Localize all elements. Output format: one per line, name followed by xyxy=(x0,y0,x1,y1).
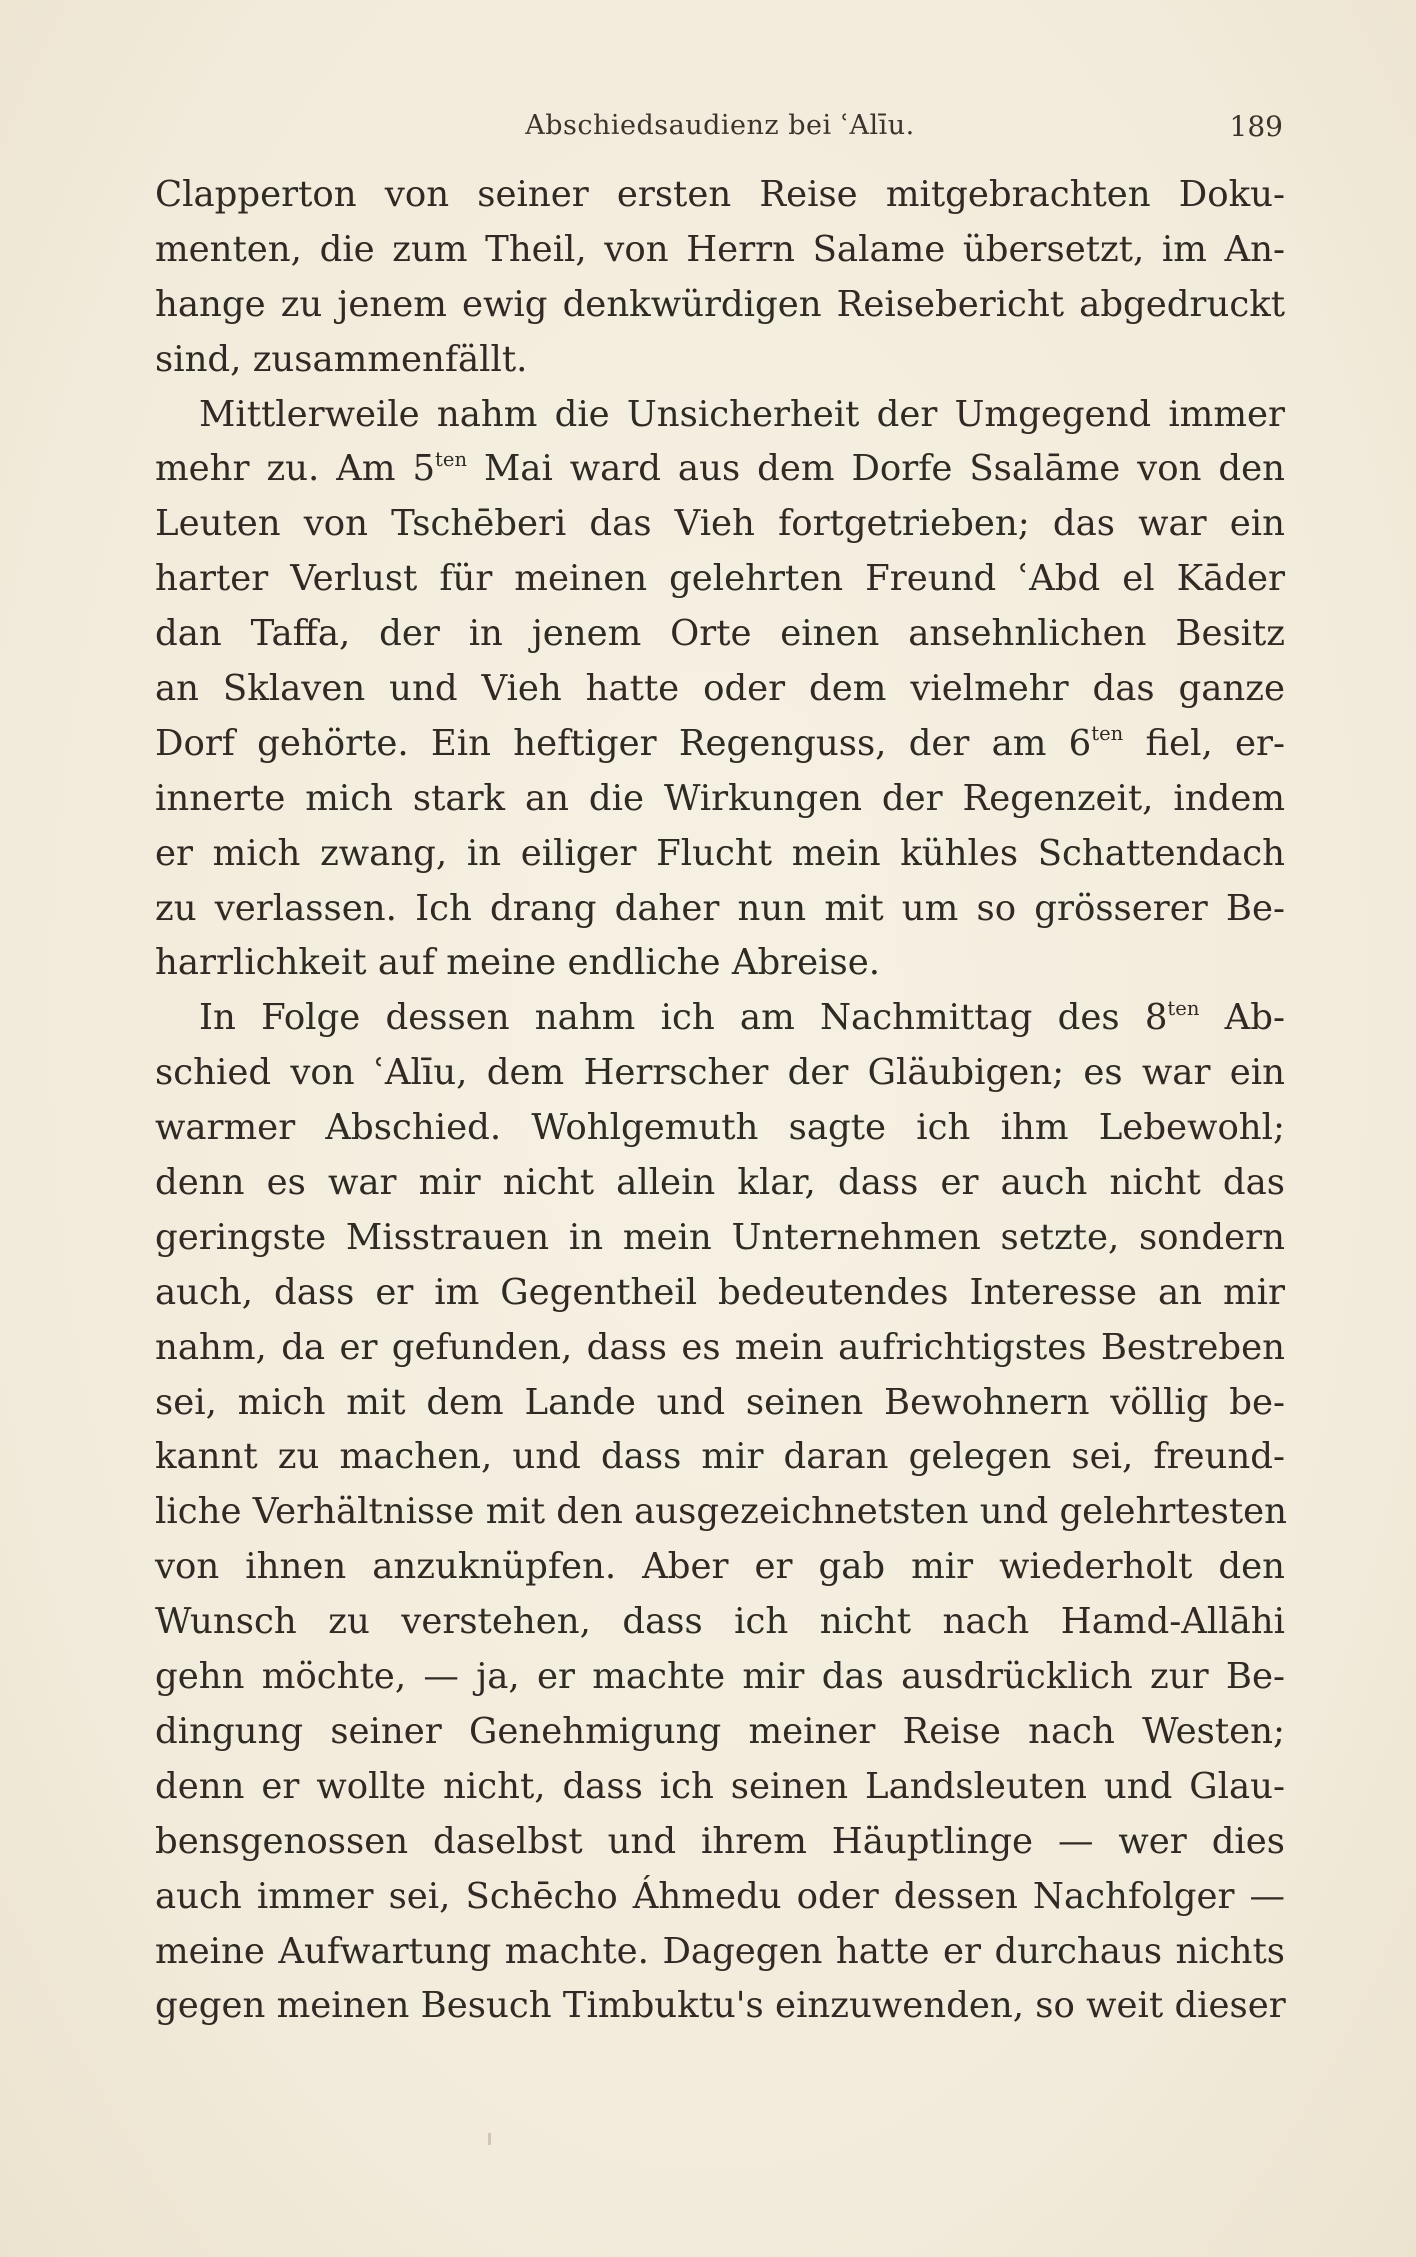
text-line: dan Taffa, der in jenem Orte einen ansehnlichen Besitz xyxy=(155,613,1285,655)
running-head xyxy=(155,110,1285,154)
text-line: hange zu jenem ewig denkwürdigen Reisebericht abgedruckt xyxy=(155,283,1285,325)
text-line: dingung seiner Genehmigung meiner Reise nach Westen; xyxy=(155,1710,1285,1752)
ordinal-superscript: ten xyxy=(1091,722,1124,746)
text-line: auch immer sei, Schēcho Áhmedu oder dessen Nachfolger — xyxy=(155,1875,1285,1917)
text-line: schied von ʿAlīu, dem Herrscher der Gläubigen; es war ein xyxy=(155,1052,1285,1094)
text-line: sind, zusammenfällt. xyxy=(155,338,528,380)
text-line: an Sklaven und Vieh hatte oder dem vielmehr das ganze xyxy=(155,668,1285,710)
text-line: Mittlerweile nahm die Unsicherheit der Umgegend immer xyxy=(199,393,1285,435)
text-line: denn er wollte nicht, dass ich seinen Landsleuten und Glau- xyxy=(155,1765,1285,1807)
text-line: sei, mich mit dem Lande und seinen Bewohnern völlig be- xyxy=(155,1381,1285,1423)
text-line: gegen meinen Besuch Timbuktu's einzuwenden, so weit dieser xyxy=(155,1985,1286,2027)
page-number: 189 xyxy=(1229,110,1283,143)
text-line: zu verlassen. Ich drang daher nun mit um so grösserer Be- xyxy=(155,887,1285,929)
text-fragment: Mai ward aus dem Dorfe Ssalāme von den xyxy=(467,448,1285,490)
running-title: Abschiedsaudienz bei ʿAlīu. xyxy=(525,110,915,141)
text-fragment: fiel, er- xyxy=(1123,722,1285,764)
text-line: gehn möchte, — ja, er machte mir das ausdrücklich zur Be- xyxy=(155,1656,1285,1698)
text-line: harter Verlust für meinen gelehrten Freund ʿAbd el Kāder xyxy=(155,558,1285,600)
ordinal-superscript: ten xyxy=(1167,996,1200,1020)
text-line xyxy=(155,442,1285,497)
text-line: innerte mich stark an die Wirkungen der Regenzeit, indem xyxy=(155,777,1285,819)
text-line xyxy=(155,717,1285,772)
text-fragment: In Folge dessen nahm ich am Nachmittag des 8 xyxy=(199,997,1168,1039)
text-fragment: Dorf gehörte. Ein heftiger Regenguss, der am 6 xyxy=(155,722,1092,764)
body-text xyxy=(155,168,1288,2034)
text-line: geringste Misstrauen in mein Unternehmen setzte, sondern xyxy=(155,1216,1285,1258)
text-line: Leuten von Tschēberi das Vieh fortgetrieben; das war ein xyxy=(155,503,1285,545)
text-line: Clapperton von seiner ersten Reise mitgebrachten Doku- xyxy=(155,174,1285,215)
text-line: liche Verhältnisse mit den ausgezeichnetsten und gelehrtesten xyxy=(155,1491,1288,1533)
text-line: harrlichkeit auf meine endliche Abreise. xyxy=(155,942,881,984)
text-line: nahm, da er gefunden, dass es mein aufrichtigstes Bestreben xyxy=(155,1326,1285,1368)
text-line: bensgenossen daselbst und ihrem Häuptlinge — wer dies xyxy=(155,1820,1285,1862)
text-fragment: Ab- xyxy=(1199,997,1285,1039)
text-line: warmer Abschied. Wohlgemuth sagte ich ihm Lebewohl; xyxy=(155,1107,1285,1149)
print-speck xyxy=(488,2133,491,2145)
text-fragment: mehr zu. Am 5 xyxy=(155,448,436,490)
text-line xyxy=(155,991,1285,1046)
text-line: meine Aufwartung machte. Dagegen hatte er durchaus nichts xyxy=(155,1930,1285,1972)
text-line: denn es war mir nicht allein klar, dass er auch nicht das xyxy=(155,1162,1285,1204)
text-line: menten, die zum Theil, von Herrn Salame übersetzt, im An- xyxy=(155,228,1285,270)
text-line: auch, dass er im Gegentheil bedeutendes Interesse an mir xyxy=(155,1271,1285,1313)
text-line: Wunsch zu verstehen, dass ich nicht nach Hamd-Allāhi xyxy=(155,1601,1285,1643)
text-line: kannt zu machen, und dass mir daran gelegen sei, freund- xyxy=(155,1436,1285,1478)
text-line: von ihnen anzuknüpfen. Aber er gab mir wiederholt den xyxy=(155,1546,1285,1588)
ordinal-superscript: ten xyxy=(435,447,468,471)
text-line: er mich zwang, in eiliger Flucht mein kühles Schattendach xyxy=(155,832,1285,874)
